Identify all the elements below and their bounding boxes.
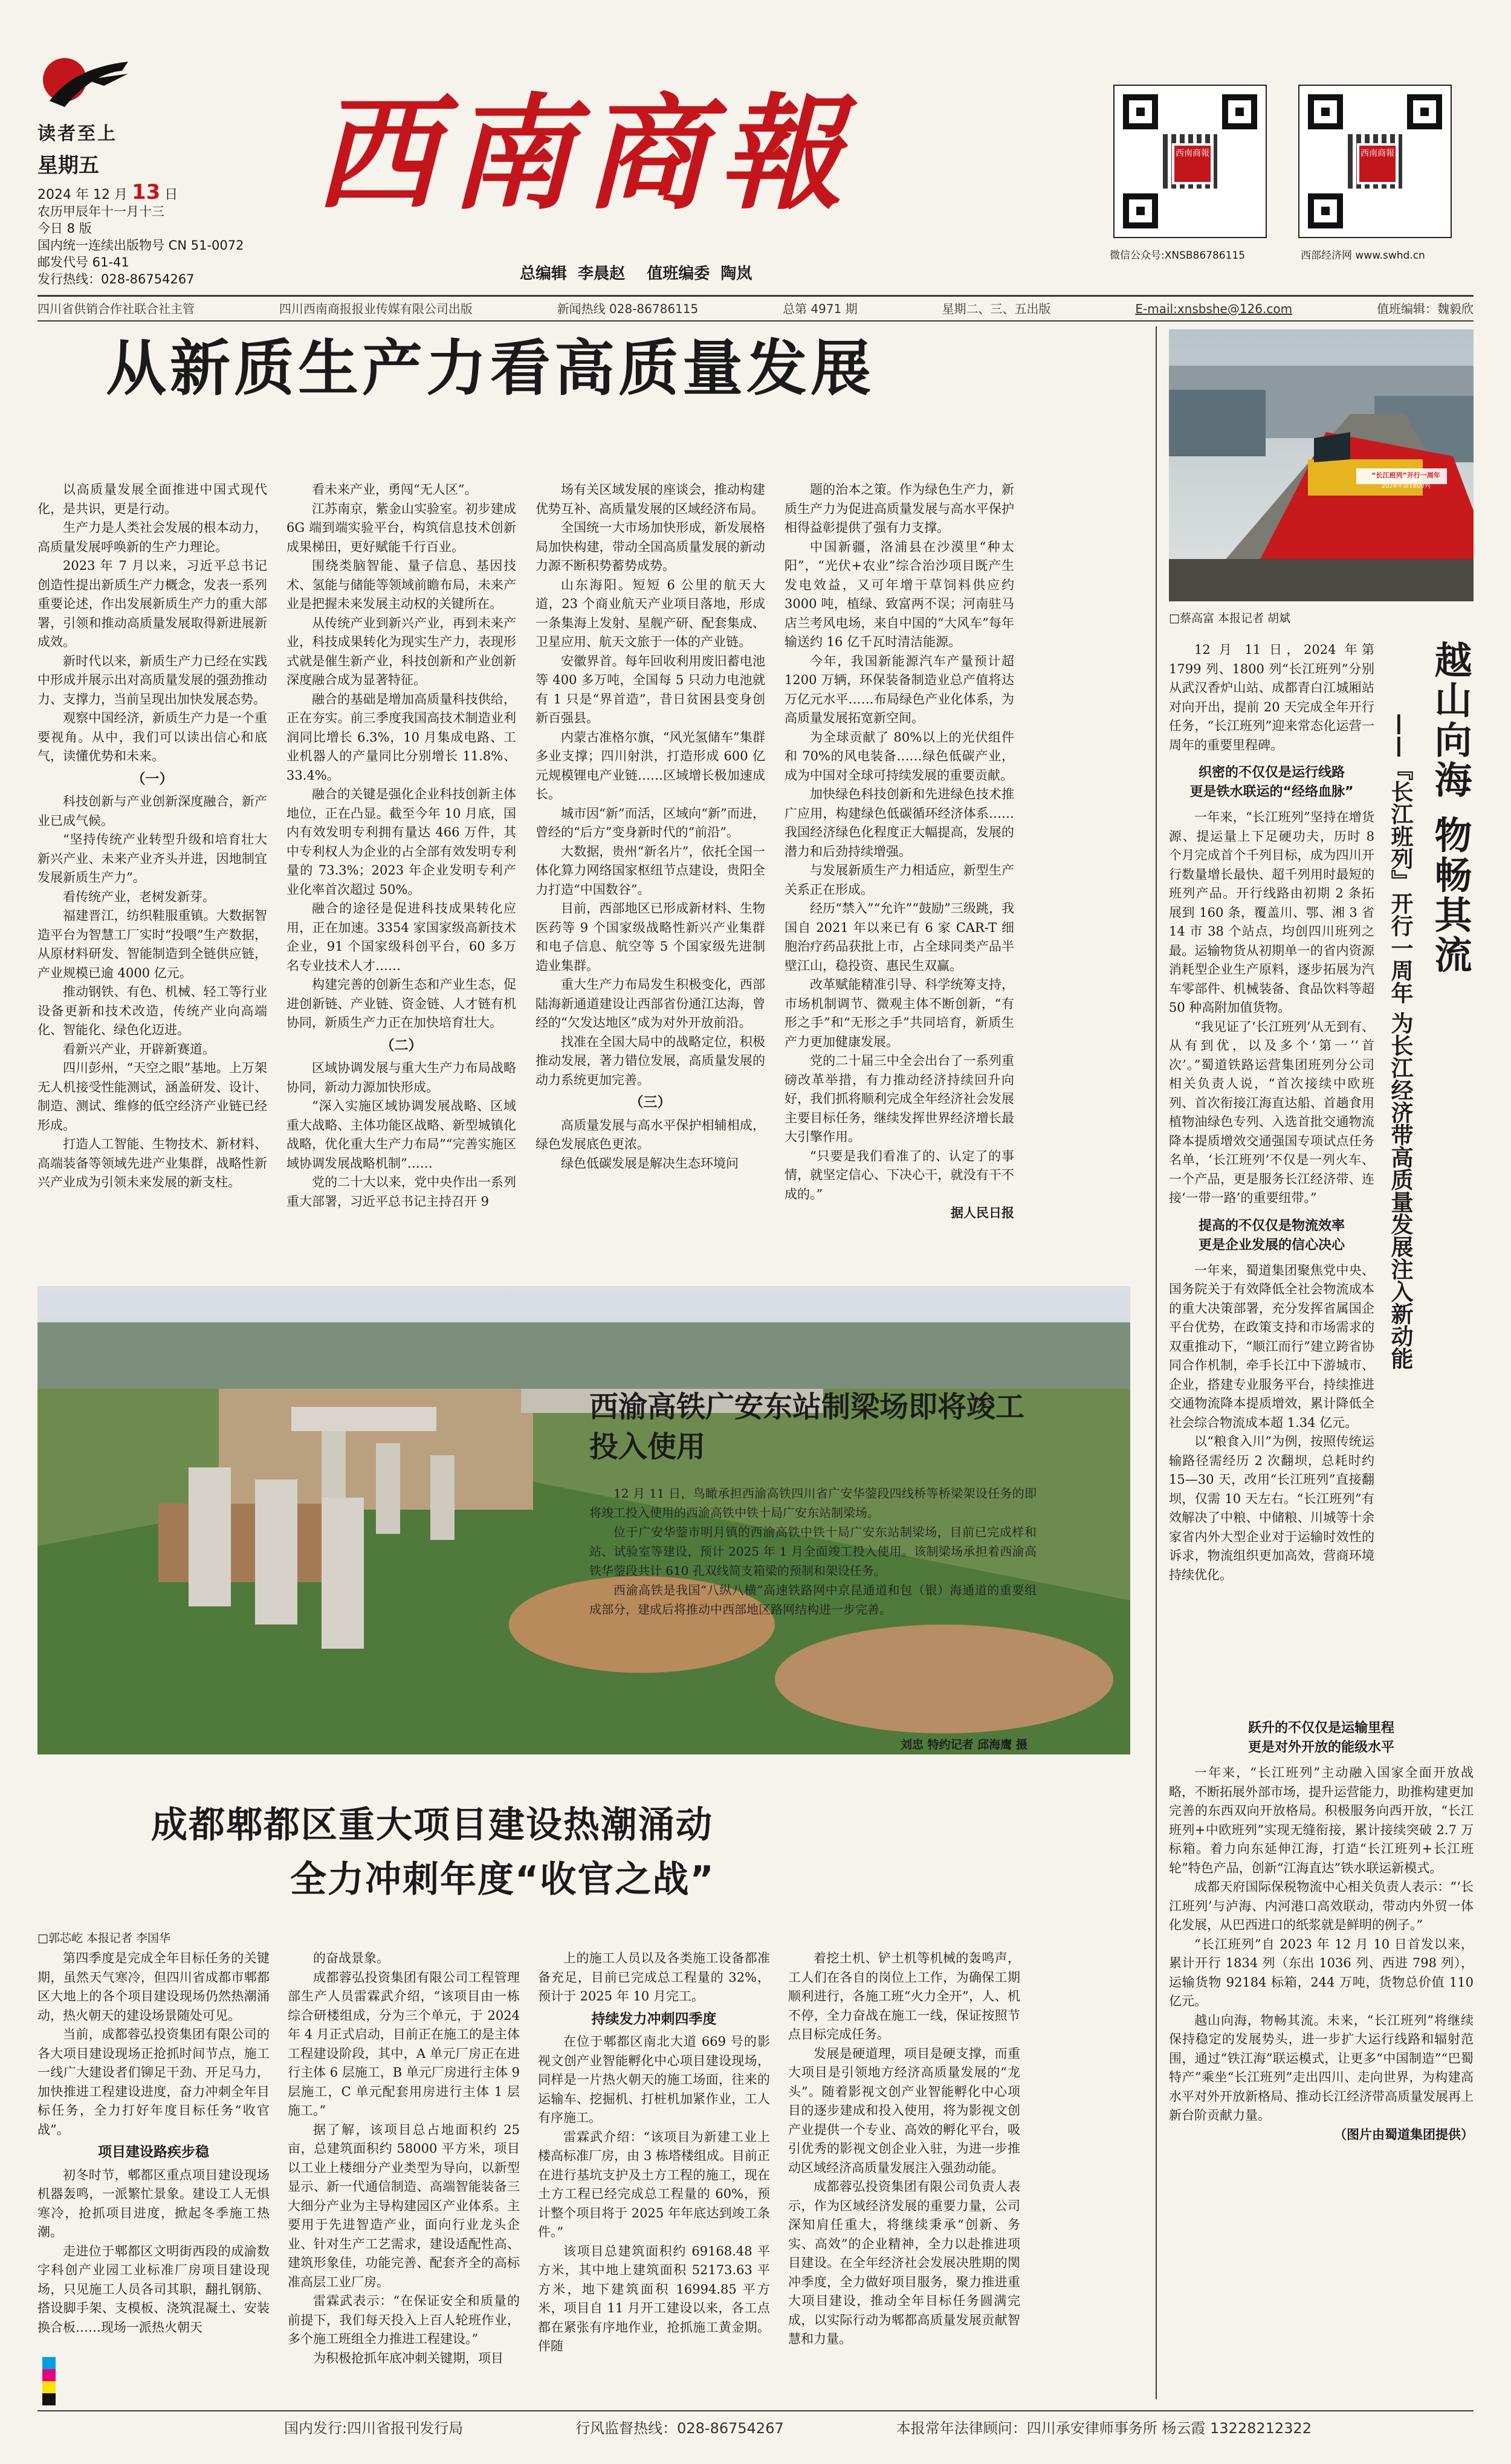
railway-p3b: 成都天府国际保税物流中心相关负责人表示：“‘长江班列’与泸海、内河港口高效联动，带动内外贸一体化发展，从巴西进口的纸浆就是鲜明的例子。” [1169,1880,1474,1932]
lead-c3b-p1: 高质量发展与高水平保护相辅相成，绿色发展底色更浓。 [535,1117,765,1151]
lead-c2-p1: 看未来产业，勇闯“无人区”。 [312,482,477,497]
pidu-subhead-2: 持续发力冲刺四季度 [591,2011,717,2027]
photo-story-p1: 12 月 11 日，鸟瞰承担西渝高铁四川省广安华蓥段四线桥等桥梁架设任务的即将竣工投入使用的西渝高铁中铁十局广安东站制梁场。 [589,1486,1037,1520]
lead-c2-p6: 融合的关键是强化企业科技创新主体地位，正在凸显。截至今年 10 月底，国内有效发明专利拥有量达 466 万件，其中专利权人为企业的占全部有效发明专利量的 73.3%；2023 年企业发明专利产业化率首次超过 50%。 [286,787,516,897]
lead-source: 据人民日报 [951,1206,1014,1220]
lead-c2-p8: 构建完善的创新生态和产业生态，促进创新链、产业链、资金链、人才链有机协同，新质生产力正在加快培育壮大。 [286,977,516,1030]
lead-c3b-p2: 绿色低碳发展是解决生态环境问 [561,1156,739,1171]
footer-legal-counsel: 本报常年法律顾问：四川承安律师事务所 杨云霞 13228212322 [896,2420,1312,2437]
info-issue-number: 总第 4971 期 [783,302,858,316]
wechat-qr-code[interactable] [1113,85,1267,238]
info-duty-editor: 值班编辑：魏毅欣 [1376,302,1474,316]
photo-story-p3: 西渝高铁是我国“八纵八横”高速铁路网中京昆通道和包（银）海通道的重要组成部分，建成后将推动中西部地区路网结构进一步完善。 [589,1583,1037,1617]
pidu-c2-p2: 成都蓉弘投资集团有限公司工程管理部生产人员雷霖武介绍，“该项目由一栋综合研楼组成，分为三个单元，于 2024 年 4 月正式启动，目前正在施工的是主体工程建设阶段，其中，A 单元厂房正在进行主体 6 层施工，B 单元厂房进行主体 9 层施工，C 单元配套用房进行主体 1 层施工。” [288,1970,520,2118]
railway-headline-sub: ——『长江班列』开行一周年 为长江经济带高质量发展注入新动能 [1387,713,1413,1369]
railway-p2a: 一年来，蜀道集团聚焦党中央、国务院关于有效降低全社会物流成本的重大决策部署，充分发挥省属国企平台优势，在政策支持和市场需求的双重推动下，“顺江而行”建立跨省协同合作机制，牵手长江中下游城市、企业，搭建专业服务平台，持续推进交通物流降本提质增效，累计降低全社会综合物流成本超 1.34 亿元。 [1169,1263,1374,1430]
lead-c2b-p2: “深入实施区域协调发展战略、区域重大战略、主体功能区战略、新型城镇化战略，优化重大生产力布局”“完善实施区域协调发展战略机制”…… [286,1099,516,1171]
lead-section-1: （一） [131,771,173,787]
lead-c2-p3: 围绕类脑智能、量子信息、基因技术、氢能与储能等领域前瞻布局，未来产业是把握未来发展主动权的关键所在。 [286,558,516,611]
lead-section-2: （二） [380,1037,422,1053]
lead-c3-p5: 内蒙古准格尔旗，“风光氢储车”集群多业支撑；四川射洪，打造形成 600 亿元规模锂电产业链……区域增长极加速成长。 [535,729,765,801]
pidu-c3-p1: 上的施工人员以及各类施工设备都准备充足，目前已完成总工程量的 32%，预计于 2025 年 10 月完工。 [538,1951,770,2003]
distribution-phone: 发行热线：028-86754267 [37,272,195,286]
pidu-c1-p1: 第四季度是完成全年目标任务的关键期，虽然天气寒冷，但四川省成都市郫都区大地上的各个项目建设现场仍然热潮涌动，热火朝天的建设场景随处可见。 [37,1951,270,2023]
lead-section-3: （三） [629,1095,671,1110]
info-news-hotline: 新闻热线 028-86786115 [557,302,699,316]
railway-headline-main: 越山向海 物畅其流 [1428,641,1472,975]
lead-c3-p7: 大数据，贵州“新名片”，依托全国一体化算力网络国家枢纽节点建设，贵阳全力打造“中国数谷”。 [535,844,765,897]
footer-bar [284,2416,1312,2437]
info-sponsor: 四川省供销合作社联合社主管 [37,302,195,316]
pidu-c3b-p1: 在位于郫都区南北大道 669 号的影视文创产业智能孵化中心项目建设现场，同样是一片热火朝天的施工场面，往来的运输车、挖掘机、打桩机加紧作业，工人有序施工。 [538,2034,770,2125]
lead-c2-p2: 江苏南京，紫金山实验室。初步建成 6G 端到端实验平台，构筑信息技术创新成果梯田，更好赋能千行百业。 [286,501,516,554]
lead-c1b-p4: 福建晋江，纺织鞋服重镇。大数据智造平台为智慧工厂实时“投喂”生产数据，从原材料研发、智能制造到全链供应链，产业规模已逾 4000 亿元。 [37,908,267,980]
website-caption: 西部经济网 www.swhd.cn [1301,250,1425,262]
lead-c2b-p3: 党的二十大以来，党中央作出一系列重大部署，习近平总书记主持召开 9 [286,1175,516,1209]
logo-slogan: 读者至上 [37,123,117,144]
train-photo [1169,329,1474,601]
website-qr-code[interactable] [1298,85,1452,238]
railway-subhead-2: 提高的不仅仅是物流效率 更是企业发展的信心决心 [1198,1218,1345,1253]
pidu-headline-1: 成都郫都区重大项目建设热潮涌动 [151,1804,713,1846]
footer-supervision-hotline: 行风监督热线：028-86754267 [575,2420,784,2437]
lead-c3-p1: 场有关区域发展的座谈会，推动构建优势互补、高质量发展的区域经济布局。 [535,482,765,516]
railway-p1b: “我见证了‘长江班列’从无到有、从有到优，以及多个‘第一’‘首次’。”蜀道铁路运营集团班列分公司相关负责人说，“首次接续中欧班列、首次衔接江海直达船、首趟食用植物油绿色专列、入选首批交通物流降本提质增效交通强国专项试点任务名单，‘长江班列’不仅是一列火车、一个产品，更是服务长江经济带、连接‘一带一路’的重要纽带。” [1169,1019,1374,1205]
newspaper-title: 西南商報 [314,82,853,227]
pidu-headline-2: 全力冲刺年度“收官之战” [290,1858,715,1901]
lead-c1b-p5: 推动钢铁、有色、机械、轻工等行业设备更新和技术改造，传统产业向高端化、智能化、绿色化迈进。 [37,985,267,1037]
info-schedule: 星期二、三、五出版 [942,302,1051,316]
footer-distribution: 国内发行:四川省报刊发行局 [284,2420,464,2437]
pidu-c4-p2: 发展是硬道理，项目是硬支撑，而重大项目是引领地方经济高质量发展的“龙头”。随着影视文创产业智能孵化中心项目的逐步建成和投入使用，将为影视文创产业提供一个专业、高效的孵化平台，吸引优秀的影视文创企业入驻，为进一步推动区域经济高质量发展注入强劲动能。 [788,2046,1020,2175]
railway-column-lower [1169,1710,1474,2399]
railway-p1a: 一年来，“长江班列”坚持在增货源、提运量上下足硬功夫，历时 8 个月完成首个千列目标，成为四川开行数量增长最快、超千列用时最短的班列产品。开行线路由初期 2 条拓展到 160 条，覆盖川、鄂、湘 3 省 14 市 38 个站点，均创四川班列之最。运输物货从初期单一的省内资源消耗型企业生产原料，逐步拓展为汽车零部件、机械装备、食品饮料等超 50 种高附加值货物。 [1169,810,1374,1015]
lead-c4-p4: 为全球贡献了 80%以上的光伏组件和 70%的风电装备……绿色低碳产业，成为中国对全球可持续发展的重要贡献。 [785,729,1014,783]
date-prefix: 2024 年 12 月 [37,187,128,202]
pidu-c1b-p2: 走进位于郫都区文明街西段的成渝数字科创产业园工业标准厂房项目建设现场，只见施工人员各司其职，翻扎钢筋、搭设脚手架、支模板、浇筑混凝土、安装换合板……现场一派热火朝天 [37,2243,270,2335]
date-suffix: 日 [164,187,178,202]
lead-c1-p5: 观察中国经济，新质生产力是一个重要视角。从中，我们可以读出信心和底气，读懂优势和未来。 [37,711,267,763]
footer-rule [37,2410,1474,2411]
lead-column-1 [37,480,267,1272]
lead-c3-p10: 找准在全国大局中的战略定位，积极推动发展，著力错位发展，高质量发展的动力系统更加完善。 [535,1034,765,1087]
pidu-c2-p4: 雷霖武表示：“在保证安全和质量的前提下，我们每天投入上百人轮班作业，多个施工班组全力推进工程建设。” [288,2294,520,2346]
lead-c3-p4: 安徽界首。每年回收利用废旧蓄电池等 400 多万吨，全国每 5 只动力电池就有 1 只是“界首造”，昔日贫困县变身创新百强县。 [535,653,765,725]
lead-c3-p8: 目前，西部地区已形成新材料、生物医药等 9 个国家级战略性新兴产业集群和电子信息、航空等 5 个国家级先进制造业集群。 [535,901,765,973]
issue-date [37,180,178,204]
lead-c3-p9: 重大生产力布局发生积极变化，西部陆海新通道建设让西部省份通江达海，曾经的“欠发达地区”成为对外开放前沿。 [535,977,765,1030]
pidu-subhead-1: 项目建设路疾步稳 [98,2144,209,2160]
pidu-c3b-p2: 雷霖武介绍：“该项目为新建工业上楼高标准厂房，由 3 栋塔楼组成。目前正在进行基坑支护及土方工程的施工，现在土方工程已经完成总工程量的 60%，预计整个项目将于 2025 年年底达到竣工条件。” [538,2129,770,2239]
lead-c3-p6: 城市因“新”而活，区域向“新”而进，曾经的“后方”变身新时代的“前沿”。 [535,806,765,839]
info-email[interactable]: E-mail:xnsbshe@126.com [1135,302,1293,316]
lead-c2-p7: 融合的途径是促进科技成果转化应用，正在加速。3354 家国家级高新技术企业，91 个国家级科创平台，60 多万名专业技术人才…… [286,901,516,973]
masthead [0,0,1511,284]
pidu-column-4 [788,1949,1020,2399]
lead-c1-p1: 以高质量发展全面推进中国式现代化，是共识，更是行动。 [37,482,267,516]
railway-photo-credit: （图片由蜀道集团提供） [1334,2127,1474,2142]
date-day: 13 [131,180,161,204]
railway-subheadline-wrap [1384,713,1418,1408]
railway-headline [1426,641,1474,1384]
lead-headline: 从新质生产力看高质量发展 [106,333,875,404]
railway-p3d: 越山向海，物畅其流。未来，“长江班列”将继续保持稳定的发展势头，进一步扩大运行线路和辐射范围，通过“铁江海”联运模式，让更多“中国制造”“巴蜀特产”乘坐“长江班列”走出四川、走向世界，为构建高水平对外开放新格局、推动长江经济带高质量发展再上新台阶贡献力量。 [1169,2013,1474,2123]
lead-c4-p5: 加快绿色科技创新和先进绿色技术推广应用，构建绿色低碳循环经济体系……我国经济绿色化程度正大幅提高，发展的潜力和后劲持续增强。 [785,787,1014,859]
lead-c1-p2: 生产力是人类社会发展的根本动力，高质量发展呼唤新的生产力理论。 [37,520,267,554]
lead-column-2 [286,480,516,1272]
lead-column-4 [785,480,1014,1272]
color-registration-bar [42,2357,56,2405]
lead-c4-p3: 今年，我国新能源汽车产量预计超 1200 万辆，环保装备制造业总产值将达万亿元水平……布局绿色产业化体系，为高质量发展拓宽新空间。 [785,653,1014,725]
pidu-c1-p2: 当前，成都蓉弘投资集团有限公司的各大项目建设现场正抢抓时间节点，施工一线广大建设者们铆足干劲、开足马力，加快推进工程建设进度，奋力冲刺全年目标任务，全力打好年度目标任务“收官战”。 [37,2027,270,2137]
lead-c4-p6: 与发展新质生产力相适应，新型生产关系正在形成。 [785,863,1014,897]
lead-c1b-p3: 看传统产业，老树发新芽。 [63,889,215,904]
pidu-c2-p1: 的奋战景象。 [313,1951,389,1965]
lead-c2-p4: 从传统产业到新兴产业，再到未来产业，科技成果转化为现实生产力，表现形式就是催生新产业，科技创新和产业创新深度融合成为显著特征。 [286,615,516,687]
infobar-bottom-rule [37,320,1474,322]
lead-c4-p1: 题的治本之策。作为绿色生产力，新质生产力为促进高质量发展与高水平保护相得益彰提供了强有力支撑。 [785,482,1014,535]
page-count: 今日 8 版 [37,221,92,236]
pidu-column-1 [37,1949,270,2399]
lead-c4-p10: “只要是我们看准了的、认定了的事情，就坚定信心、下决心干，就没有干不成的。” [785,1148,1014,1201]
pidu-byline: □郭芯屹 本报记者 李国华 [37,1932,171,1945]
railway-p3a: 一年来，“长江班列”主动融入国家全面开放战略，不断拓展外部市场，提升运营能力，助推构建更加完善的东西双向开放格局。积极服务向西开放，“长江班列+中欧班列”实现无缝衔接，累计接续突破 2.7 万标箱。着力向东延伸江海，打造“长江班列+长江班轮”特色产品，创新“江海直达”铁水联运新模式。 [1169,1765,1474,1875]
lead-c4-p7: 经历“禁入”“允许”“鼓励”三级跳，我国自 2021 年以来已有 6 家 CAR-T 细胞治疗药品获批上市，占全球同类产品半壁江山，稳投资、惠民生双赢。 [785,901,1014,973]
paper-logo-icon [37,44,134,116]
lead-c1-p3: 2023 年 7 月以来，习近平总书记创造性提出新质生产力概念，发表一系列重要论述，作出发展新质生产力的重大部署，引领和推动高质量发展取得新进展新成效。 [37,558,267,649]
photo-story-body [589,1484,1037,1707]
lead-c2-p5: 融合的基础是增加高质量科技供给，正在夯实。前三季度我国高技术制造业利润同比增长 6.3%，10 月集成电路、工业机器人的产量同比分别增长 11.8%、33.4%。 [286,691,516,783]
lead-c3-p2: 全国统一大市场加快形成，新发展格局加快构建，带动全国高质量发展的新动力源不断积势蓄势成势。 [535,520,765,573]
lead-c1b-p1: 科技创新与产业创新深度融合，新产业已成气候。 [37,794,267,828]
infobar-top-rule [37,295,1474,297]
photo-story-headline: 西渝高铁广安东站制梁场即将竣工投入使用 [589,1390,1025,1464]
pidu-c4-p1: 着挖土机、铲土机等机械的轰鸣声，工人们在各自的岗位上工作，为确保工期顺利进行，各施工班“火力全开”，人、机不停，全力奋战在施工一线，保证按照节点目标完成任务。 [788,1951,1020,2042]
lead-c4-p9: 党的二十届三中全会出台了一系列重磅改革举措，有力推动经济持续回升向好，我们抓将顺利完成全年经济社会发展主要目标任务，继续发挥世界经济增长最大引擎作用。 [785,1053,1014,1144]
pidu-column-2 [288,1949,520,2399]
photo-story-textbox [589,1387,1049,1701]
photo-banner: “长江班列”开行一周年 [1371,471,1440,479]
info-bar [37,299,1474,319]
photo-banner-sub: 2024年第1800列 [1381,483,1431,490]
pidu-c2-p3: 据了解，该项目总占地面积约 25 亩，总建筑面积约 58000 平方米，项目以工业上楼细分产业类型为导向，以新型显示、新一代通信制造、高端智能装备三大细分产业为主导构建园区产业体系。主要用于先进智造产业，面向行业龙头企业、针对生产工艺需求，建设适配性高、建筑形象佳，功能完善、配套齐全的高标准高层工业厂房。 [288,2122,520,2289]
railway-p2b: 以“粮食入川”为例，按照传统运输路径需经历 2 次翻坝，总耗时约 15—30 天，改用“长江班列”直接翻坝，仅需 10 天左右。“长江班列”有效解决了中粮、中储粮、川城等十余家省内外大型企业对于运输时效性的诉求，物流组织更加高效，营商环境持续优化。 [1169,1434,1374,1582]
chief-editors: 总编辑 李晨赵 值班编委 陶岚 [520,265,752,283]
lead-c4-p2: 中国新疆，洛浦县在沙漠里“种太阳”，“光伏+农业”综合治沙项目既产生发电效益，又可年增干草饲料供应约 3000 吨，植绿、致富两不误；河南驻马店兰考风电场，来自中国的“大风车”每年输送约 16 亿千瓦时清洁能源。 [785,539,1014,649]
railway-intro: 12 月 11 日，2024 年第 1799 列、1800 列“长江班列”分别从武汉香炉山站、成都青白江城厢站对向开出，提前 20 天完成全年开行任务，“长江班列”迎来常态化运营一周年的重要里程碑。 [1169,642,1374,752]
pidu-c4-p3: 成都蓉弘投资集团有限公司负责人表示，作为区域经济发展的重要力量，公司深知肩任重大，将继续秉承“创新、务实、高效”的企业精神，全力以赴推进项目建设。在全年经济社会发展决胜期的関冲季度，全力做好项目服务，聚力推进重大项目建设，推动全年目标任务圆满完成，以实际行动为郫都高质量发展贡献智慧和力量。 [788,2179,1020,2346]
pidu-c1b-p1: 初冬时节，郫都区重点项目建设现场机器轰鸣，一派繁忙景象。建设工人无惧寒冷，抢抓项目进度，掀起冬季施工热潮。 [37,2167,270,2239]
photo-story-credit: 刘忠 特约记者 邱海鹰 摄 [901,1738,1027,1751]
weekday: 星期五 [37,154,99,178]
photo-story-p2: 位于广安华蓥市明月镇的西渝高铁中铁十局广安东站制梁场，目前已完成样和站、试验室等建设，预计 2025 年 1 月全面竣工投入使用。该制梁场承担着西渝高铁华蓥段共计 610 孔双线简支箱梁的预制和架设任务。 [589,1525,1037,1578]
railway-p3c: “长江班列”自 2023 年 12 月 10 日首发以来，累计开行 1834 列（东出 1036 列、西进 798 列），运输货物 92184 标箱，244 万吨，货物总价值 110 亿元。 [1169,1936,1474,2008]
pidu-c2-p5: 为积极抢抓年底冲刺关键期，项目 [313,2350,503,2365]
postal-code: 邮发代号 61-41 [37,255,129,270]
railway-subhead-1: 织密的不仅仅是运行线路 更是铁水联运的“经络血脉” [1189,765,1354,800]
lead-column-3 [535,480,765,1272]
railway-byline: □蔡高富 本报记者 胡斌 [1169,612,1291,625]
info-publisher: 四川西南商报报业传媒有限公司出版 [279,302,473,316]
lead-c1b-p8: 打造人工智能、生物技术、新材料、高端装备等领域先进产业集群，战略性新兴产业成为引领未来发展的新支柱。 [37,1137,267,1189]
lead-c1b-p2: “坚持传统产业转型升级和培育壮大新兴产业、未来产业齐头并进，因地制宜发展新质生产力”。 [37,832,267,885]
lead-c1-p4: 新时代以来，新质生产力已经在实践中形成并展示出对高质量发展的强劲推动力、支撑力，当前呈现出加快发展态势。 [37,653,267,707]
pidu-column-3 [538,1949,770,2399]
lunar-date: 农历甲辰年十一月十三 [37,204,164,219]
lead-c3-p3: 山东海阳。短短 6 公里的航天大道，23 个商业航天产业项目落地，形成一条集海上发射、星舰产研、配套集成、卫星应用、航天文旅于一体的产业链。 [535,577,765,649]
lead-c4-p8: 改革赋能精准引导、科学统筹支持，市场机制调节、微观主体不断创新，“有形之手”和“无形之手”共同培育，新质生产力更加健康发展。 [785,977,1014,1049]
pidu-c3b-p3: 该项目总建筑面积约 69168.48 平方米，其中地上建筑面积 52173.63 平方米，地下建筑面积 16994.85 平方米，项目自 11 月开工建设以来，各工点都在紧张有序地作业，抢抓施工黄金期。伴随 [538,2243,770,2353]
railway-subhead-3: 跃升的不仅仅是运输里程 更是对外开放的能级水平 [1247,1721,1394,1755]
right-column-divider [1156,326,1157,2399]
cn-number: 国内统一连续出版物号 CN 51-0072 [37,238,244,253]
lead-c2b-p1: 区域协调发展与重大生产力布局战略协同，新动力源加快形成。 [286,1061,516,1095]
wechat-caption: 微信公众号:XNSB86786115 [1110,250,1246,262]
lead-c1b-p6: 看新兴产业，开辟新赛道。 [63,1041,215,1056]
qr-logo: 西南商報 [1172,143,1213,184]
lead-c1b-p7: 四川彭州，“天空之眼”基地。上万架无人机接受性能测试，涵盖研发、设计、制造、测试、维修的低空经济产业链已经形成。 [37,1061,267,1133]
qr-logo: 西南商報 [1357,143,1398,184]
